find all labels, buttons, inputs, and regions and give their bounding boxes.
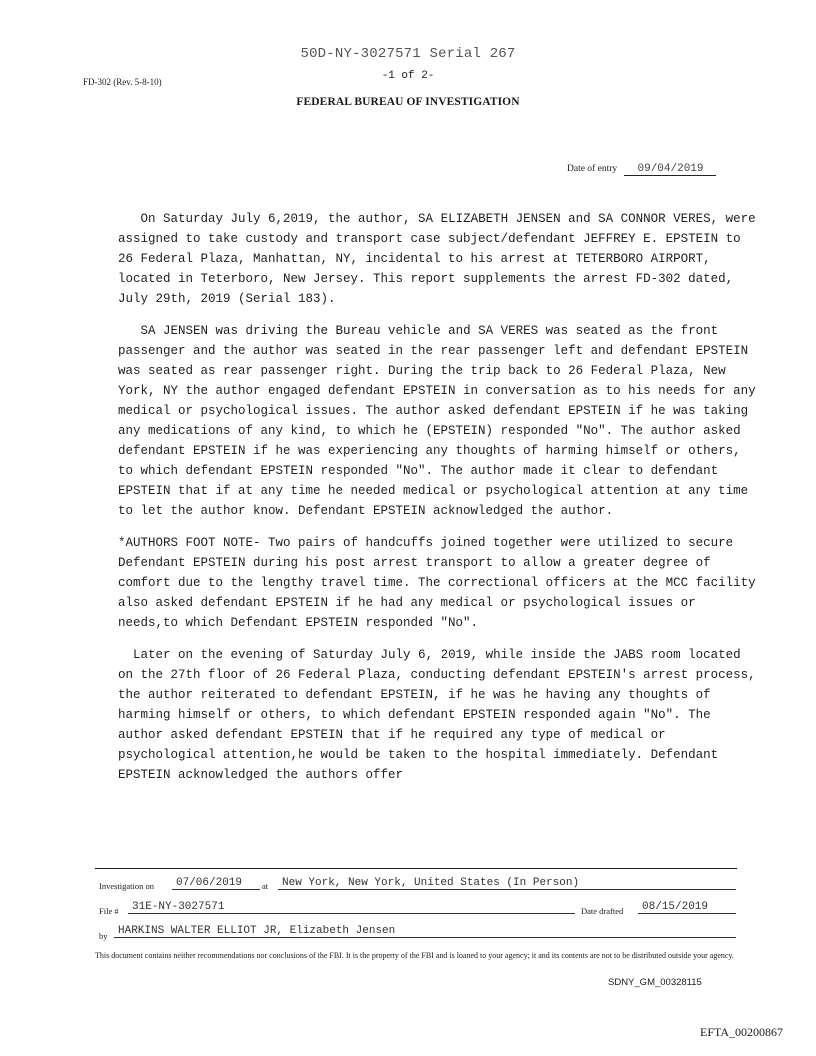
date-drafted: 08/15/2019 xyxy=(638,901,736,914)
agency-title: FEDERAL BUREAU OF INVESTIGATION xyxy=(296,96,520,108)
date-drafted-label: Date drafted xyxy=(581,906,624,916)
date-of-entry-value: 09/04/2019 xyxy=(624,163,716,176)
narrative-paragraph-2: SA JENSEN was driving the Bureau vehicle and SA VERES was seated as the front passenger and the author was seated in the rear passenger left and defendant EPSTEIN was seated as rear passenger right. During the trip back to 26 Federal Plaza, New York, NY the author engaged defendant EPSTEIN in conversation as to his needs for any medical or psychological issues. The author asked defendant EPSTEIN if he was taking any medications of any kind, to which he (EPSTEIN) responded "No". The author asked defendant EPSTEIN if he was experiencing any thoughts of harming himself or others, to which defendant EPSTEIN responded "No". The author made it clear to defendant EPSTEIN that if at any time he needed medical or psychological attention at any time to let the author know. Defendant EPSTEIN acknowledged the author. xyxy=(118,324,764,518)
investigation-date: 07/06/2019 xyxy=(172,877,260,890)
file-number: 31E-NY-3027571 xyxy=(128,901,575,914)
date-of-entry xyxy=(567,163,716,176)
narrative-paragraph-4: Later on the evening of Saturday July 6, 2019, while inside the JABS room located on the 27th floor of 26 Federal Plaza, conducting defendant EPSTEIN's arrest process, the author reiterated to defendant EPSTEIN, if he was he having any thoughts of harming himself or others, to which defendant EPSTEIN responded again "No". The author asked defendant EPSTEIN that if he required any type of medical or psychological attention,he would be taken to the hospital immediately. Defendant EPSTEIN acknowledged the authors offer xyxy=(118,648,764,782)
file-number-label: File # xyxy=(99,906,119,916)
investigation-location: New York, New York, United States (In Person) xyxy=(278,877,736,890)
narrative-paragraph-3: *AUTHORS FOOT NOTE- Two pairs of handcuffs joined together were utilized to secure Defendant EPSTEIN during his post arrest transport to allow a greater degree of comfort due to the lengthy travel time. The correctional officers at the MCC facility also asked defendant EPSTEIN if he had any medical or psychological issues or needs,to which Defendant EPSTEIN responded "No". xyxy=(118,536,764,630)
serial-header: 50D-NY-3027571 Serial 267 xyxy=(300,46,516,62)
efta-number: EFTA_00200867 xyxy=(700,1025,784,1039)
date-of-entry-label: Date of entry xyxy=(567,164,618,174)
investigation-label: Investigation on xyxy=(99,881,155,891)
footer-top-rule xyxy=(95,868,737,869)
authors: HARKINS WALTER ELLIOT JR, Elizabeth Jensen xyxy=(114,925,736,938)
form-number: FD-302 (Rev. 5-8-10) xyxy=(83,77,162,87)
narrative-body xyxy=(118,209,764,797)
disclaimer: This document contains neither recommendations nor conclusions of the FBI. It is the property of the FBI and is loaned to your agency; it and its contents are not to be distributed outside your agency. xyxy=(95,951,734,960)
bates-number: SDNY_GM_00328115 xyxy=(608,977,702,988)
at-label: at xyxy=(262,881,269,891)
page-count: -1 of 2- xyxy=(381,70,435,82)
narrative-paragraph-1: On Saturday July 6,2019, the author, SA ELIZABETH JENSEN and SA CONNOR VERES, were assigned to take custody and transport case subject/defendant JEFFREY E. EPSTEIN to 26 Federal Plaza, Manhattan, NY, incidental to his arrest at TETERBORO AIRPORT, located in Teterboro, New Jersey. This report supplements the arrest FD-302 dated, July 29th, 2019 (Serial 183). xyxy=(118,212,764,306)
by-label: by xyxy=(99,931,108,941)
